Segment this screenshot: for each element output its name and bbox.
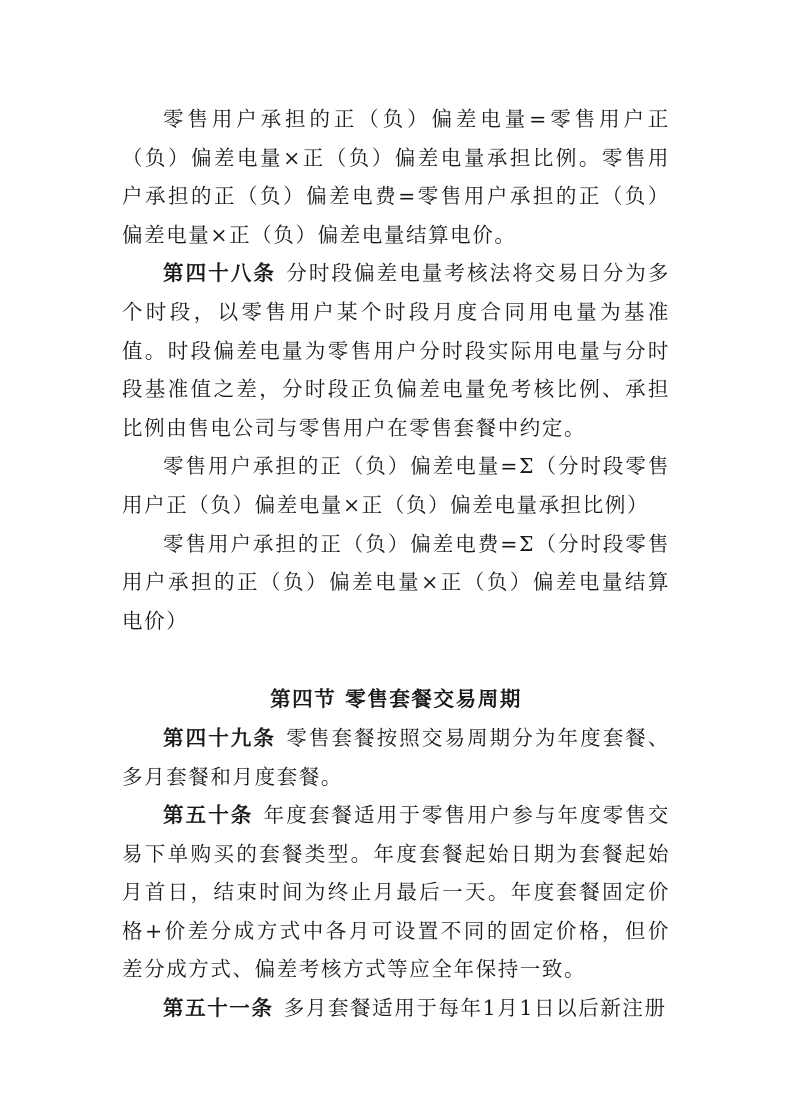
article-48-label: 第四十八条 (163, 261, 277, 286)
formula-deviation-fee: 零售用户承担的正（负）偏差电费=Σ（分时段零售用户承担的正（负）偏差电量×正（负）偏差电量结算电价） (122, 531, 670, 633)
article-49-label: 第四十九条 (163, 725, 277, 750)
article-50-text: 年度套餐适用于零售用户参与年度零售交易下单购买的套餐类型。年度套餐起始日期为套餐起始月首日，结束时间为终止月最后一天。年度套餐固定价格+价差分成方式中各月可设置不同的固定价格，但价差分成方式、偏差考核方式等应全年保持一致。 (122, 803, 670, 982)
formula-deviation-quantity: 零售用户承担的正（负）偏差电量=Σ（分时段零售用户正（负）偏差电量×正（负）偏差电量承担比例） (122, 454, 670, 517)
article-49 (122, 719, 670, 796)
article-51 (122, 989, 670, 1028)
article-51-label: 第五十一条 (163, 996, 274, 1021)
article-50-label: 第五十条 (163, 803, 254, 828)
article-51-text: 多月套餐适用于每年1月1日以后新注册 (283, 996, 667, 1021)
article-49-text: 零售套餐按照交易周期分为年度套餐、多月套餐和月度套餐。 (122, 725, 671, 789)
paragraph-deviation-fee: 零售用户承担的正（负）偏差电量=零售用户正（负）偏差电量×正（负）偏差电量承担比例。零售用户承担的正（负）偏差电费=零售用户承担的正（负）偏差电量×正（负）偏差电量结算电价。 (122, 107, 670, 247)
section-heading: 第四节 零售套餐交易周期 (270, 687, 522, 712)
article-50 (122, 796, 670, 989)
article-48 (122, 254, 670, 447)
document-body (122, 100, 670, 1028)
article-48-text: 分时段偏差电量考核法将交易日分为多个时段，以零售用户某个时段月度合同用电量为基准值。时段偏差电量为零售用户分时段实际用电量与分时段基准值之差，分时段正负偏差电量免考核比例、承担比例由售电公司与零售用户在零售套餐中约定。 (122, 261, 671, 440)
